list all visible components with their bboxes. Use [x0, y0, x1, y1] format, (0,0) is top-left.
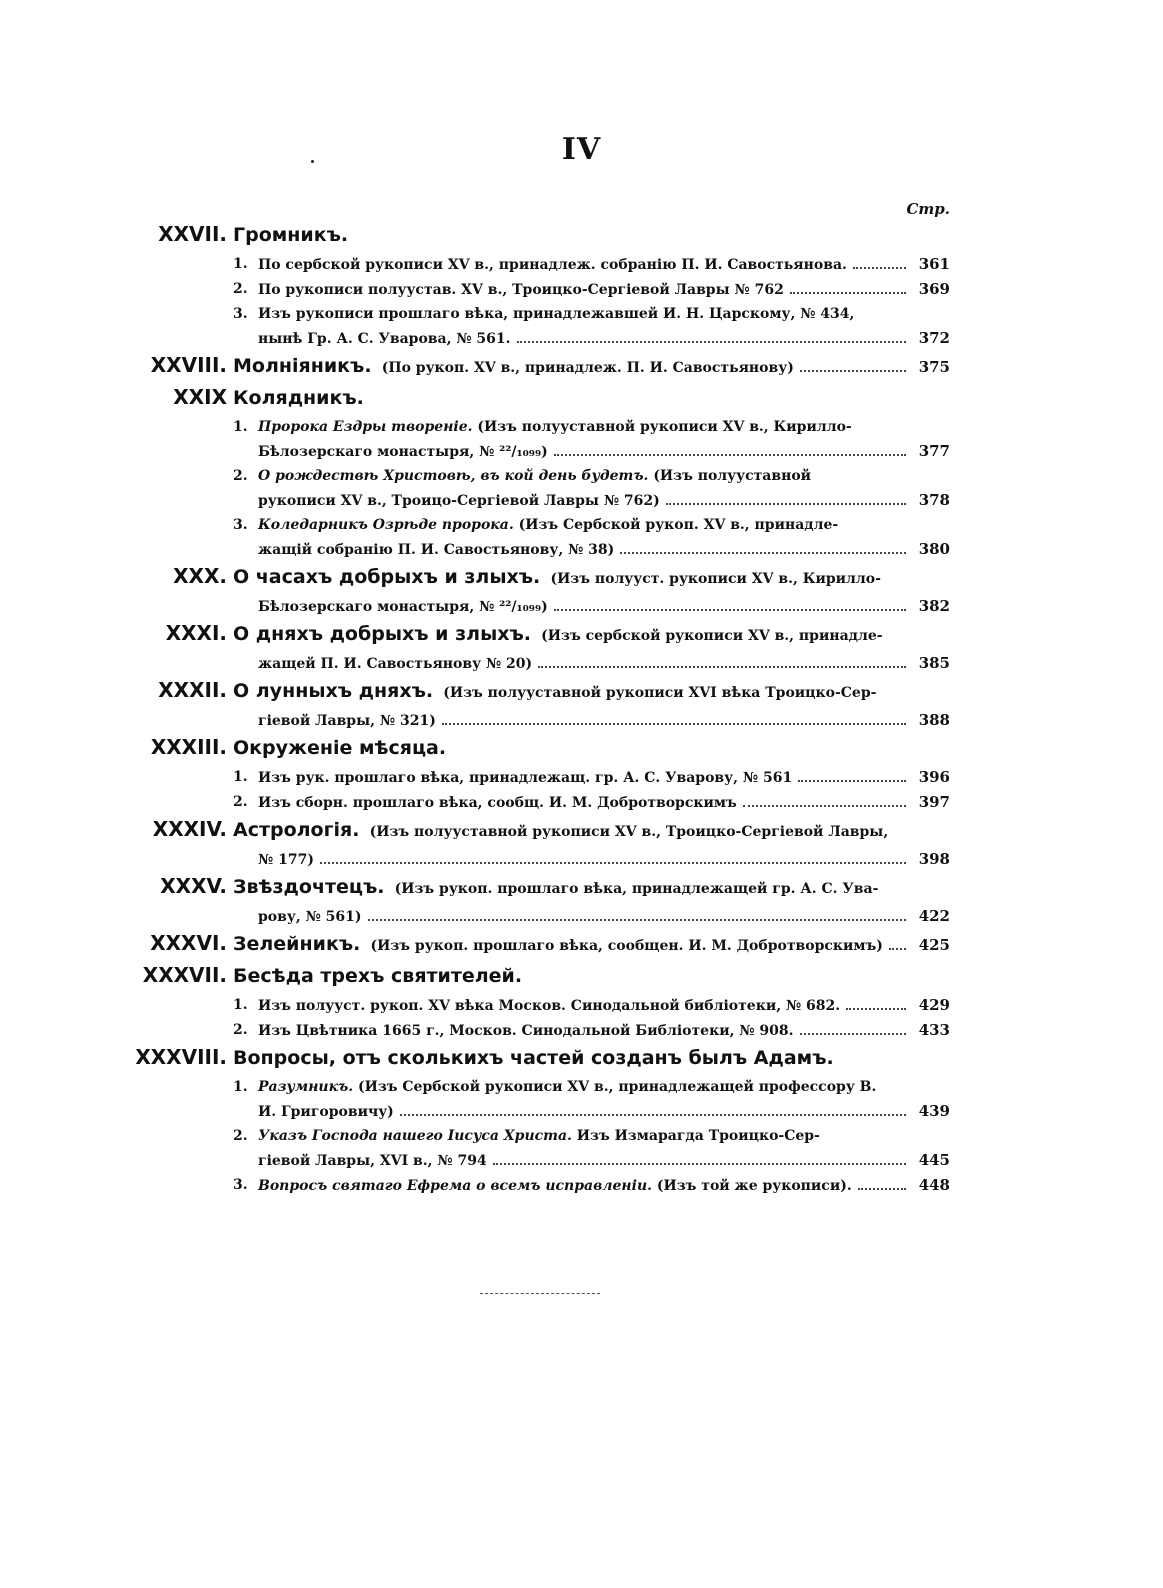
- sub-text: По сербской рукописи XV в., принадлеж. собранію П. И. Савостьянова.: [258, 257, 847, 273]
- end-rule: [480, 1293, 600, 1294]
- sub-text: Изъ Цвѣтника 1665 г., Москов. Синодальной Библіотеки, № 908.: [258, 1023, 794, 1039]
- sub-text: Вопросъ святаго Ефрема о всемъ исправленіи. (Изъ той же рукописи).: [258, 1178, 852, 1194]
- entry-heading: [0, 353, 1163, 383]
- entry-numeral: XXXV.: [160, 874, 227, 898]
- dot-leader: [666, 503, 906, 505]
- sub-line: [258, 765, 950, 790]
- dot-leader: [620, 552, 906, 554]
- sub-line: [258, 1148, 950, 1173]
- sub-entry: [233, 415, 950, 464]
- sub-line: [258, 513, 950, 537]
- sub-body: [258, 464, 950, 513]
- dot-leader: [554, 454, 906, 456]
- sub-text: О рождествѣ Христовѣ, въ кой день будетъ. (Изъ полууставной: [258, 468, 812, 484]
- entry-heading: [0, 735, 1163, 765]
- entry-heading: [0, 874, 1163, 904]
- entry-heading: [0, 817, 1163, 847]
- sub-entry: [233, 790, 950, 815]
- continuation-text: № 177): [258, 852, 314, 868]
- entry-heading: [0, 385, 1163, 415]
- sub-text: По рукописи полуустав. XV в., Троицко-Сергіевой Лавры № 762: [258, 282, 784, 298]
- entry-page: 422: [918, 907, 950, 925]
- sub-page: 361: [918, 255, 950, 273]
- sub-italic-title: Пророка Ездры твореніе.: [258, 419, 473, 435]
- dot-leader: [798, 780, 906, 782]
- sub-entry: [233, 464, 950, 513]
- entry-title: Молніяникъ.: [233, 355, 372, 377]
- sub-italic-title: Вопросъ святаго Ефрема о всемъ исправленіи.: [258, 1178, 653, 1194]
- sub-text: нынѣ Гр. А. С. Уварова, № 561.: [258, 331, 511, 347]
- sub-body: [258, 993, 950, 1018]
- page-number: IV: [561, 132, 602, 167]
- toc-entry: [0, 963, 1163, 1043]
- entry-note: (Изъ рукоп. прошлаго вѣка, принадлежащей гр. А. С. Ува-: [394, 881, 879, 897]
- entry-numeral: XXXI.: [165, 621, 227, 645]
- sub-number: 1.: [233, 256, 248, 272]
- toc-entry: [0, 1045, 1163, 1198]
- entry-title: Колядникъ.: [233, 387, 364, 409]
- sub-page: 439: [918, 1102, 950, 1120]
- entry-note: (Изъ рукоп. прошлаго вѣка, сообщен. И. М. Добротворскимъ): [370, 938, 883, 954]
- sub-number: 3.: [233, 1177, 248, 1193]
- sub-italic-title: Указъ Господа нашего Іисуса Христа.: [258, 1128, 572, 1144]
- sub-entry: [233, 1018, 950, 1043]
- entry-numeral: XXVIII.: [150, 353, 227, 377]
- table-of-contents: [0, 222, 1163, 1200]
- sub-text: Бѣлозерскаго монастыря, № ²²/₁₀₉₉): [258, 444, 548, 460]
- sub-line: [258, 993, 950, 1018]
- dot-leader: [442, 723, 906, 725]
- sub-line: [258, 252, 950, 277]
- entry-title: Астрологія.: [233, 819, 360, 841]
- sub-italic-title: Разумникъ.: [258, 1079, 354, 1095]
- sub-line: [258, 439, 950, 464]
- dot-leader: [858, 1188, 906, 1190]
- sub-line: [258, 537, 950, 562]
- sub-number: 2.: [233, 1022, 248, 1038]
- entry-numeral: XXXVII.: [142, 963, 227, 987]
- toc-entry: [0, 817, 1163, 872]
- entry-continuation: [258, 594, 950, 619]
- entry-numeral: XXXIV.: [152, 817, 227, 841]
- sub-page: 380: [918, 540, 950, 558]
- sub-body: [258, 277, 950, 302]
- entry-heading: [0, 621, 1163, 651]
- sub-text: Указъ Господа нашего Іисуса Христа. Изъ Измарагда Троицко-Сер-: [258, 1128, 820, 1144]
- entry-numeral: XXXVIII.: [135, 1045, 227, 1069]
- entry-numeral: XXVII.: [158, 222, 227, 246]
- sub-body: [258, 1018, 950, 1043]
- toc-entry: [0, 678, 1163, 733]
- sub-text: Пророка Ездры твореніе. (Изъ полууставной рукописи XV в., Кирилло-: [258, 419, 852, 435]
- sub-body: [258, 1124, 950, 1173]
- entry-page: 388: [918, 711, 950, 729]
- entry-title: Звѣздочтецъ.: [233, 876, 385, 898]
- dot-leader: [554, 609, 906, 611]
- sub-page: 445: [918, 1151, 950, 1169]
- entry-heading: [0, 963, 1163, 993]
- sub-line: [258, 464, 950, 488]
- sub-text: Изъ полууст. рукоп. XV вѣка Москов. Синодальной библіотеки, № 682.: [258, 998, 841, 1014]
- dot-leader: [889, 948, 906, 950]
- sub-page: 369: [918, 280, 950, 298]
- continuation-text: Бѣлозерскаго монастыря, № ²²/₁₀₉₉): [258, 599, 548, 615]
- sub-text: Разумникъ. (Изъ Сербской рукописи XV в., принадлежащей профессору В.: [258, 1079, 877, 1095]
- entry-heading: [0, 564, 1163, 594]
- toc-entry: [0, 874, 1163, 929]
- sub-body: [258, 513, 950, 562]
- sub-line: [258, 790, 950, 815]
- entry-page: 425: [918, 936, 950, 954]
- entry-title: Вопросы, отъ сколькихъ частей созданъ былъ Адамъ.: [233, 1047, 834, 1069]
- entry-continuation: [258, 708, 950, 733]
- entry-title: Окруженіе мѣсяца.: [233, 737, 447, 759]
- sub-entry: [233, 1173, 950, 1198]
- sub-number: 2.: [233, 794, 248, 810]
- continuation-text: жащей П. И. Савостьянову № 20): [258, 656, 533, 672]
- continuation-text: рову, № 561): [258, 909, 362, 925]
- sub-line: [258, 326, 950, 351]
- entry-note: (По рукоп. XV в., принадлеж. П. И. Савостьянову): [381, 360, 794, 376]
- sub-page: 448: [918, 1176, 950, 1194]
- dot-leader: [400, 1114, 906, 1116]
- dot-leader: [743, 805, 906, 807]
- sub-body: [258, 1075, 950, 1124]
- entry-title: Громникъ.: [233, 224, 349, 246]
- entry-note: (Изъ полууст. рукописи XV в., Кирилло-: [550, 571, 881, 587]
- sub-line: [258, 1173, 950, 1198]
- sub-page: 377: [918, 442, 950, 460]
- sub-text: рукописи XV в., Троицо-Сергіевой Лавры № 762): [258, 493, 660, 509]
- sub-line: [258, 1018, 950, 1043]
- sub-entry: [233, 765, 950, 790]
- sub-number: 2.: [233, 281, 248, 297]
- toc-entry: [0, 735, 1163, 815]
- column-heading: Стр.: [906, 200, 950, 218]
- entry-heading: [0, 931, 1163, 961]
- toc-entry: [0, 385, 1163, 562]
- dot-leader: [538, 666, 906, 668]
- sub-italic-title: Коледарникъ Озрѣде пророка.: [258, 517, 514, 533]
- entry-title: Зелейникъ.: [233, 933, 361, 955]
- sub-entry: [233, 993, 950, 1018]
- sub-line: [258, 415, 950, 439]
- sub-number: 1.: [233, 1079, 248, 1095]
- sub-entry: [233, 1124, 950, 1173]
- entry-heading: [0, 222, 1163, 252]
- sub-entry: [233, 513, 950, 562]
- sub-body: [258, 302, 950, 351]
- sub-italic-title: О рождествѣ Христовѣ, въ кой день будетъ.: [258, 468, 649, 484]
- sub-number: 1.: [233, 997, 248, 1013]
- sub-page: 433: [918, 1021, 950, 1039]
- entry-heading: [0, 678, 1163, 708]
- sub-number: 1.: [233, 769, 248, 785]
- entry-page: 385: [918, 654, 950, 672]
- entry-title: О часахъ добрыхъ и злыхъ.: [233, 566, 541, 588]
- entry-numeral: XXIX: [173, 385, 227, 409]
- sub-text: Изъ рук. прошлаго вѣка, принадлежащ. гр. А. С. Уварову, № 561: [258, 770, 793, 786]
- entry-title: О дняхъ добрыхъ и злыхъ.: [233, 623, 531, 645]
- entry-note: (Изъ полууставной рукописи XVI вѣка Троицко-Сер-: [443, 685, 877, 701]
- entry-heading: [0, 1045, 1163, 1075]
- sub-page: 429: [918, 996, 950, 1014]
- sub-entry: [233, 277, 950, 302]
- sub-number: 2.: [233, 1128, 248, 1144]
- sub-line: [258, 488, 950, 513]
- sub-page: 378: [918, 491, 950, 509]
- entry-numeral: XXXIII.: [150, 735, 227, 759]
- speck-mark: [311, 160, 314, 163]
- dot-leader: [320, 862, 906, 864]
- sub-entry: [233, 252, 950, 277]
- entry-numeral: XXX.: [173, 564, 227, 588]
- sub-text: жащій собранію П. И. Савостьянову, № 38): [258, 542, 615, 558]
- toc-entry: [0, 931, 1163, 961]
- entry-note: (Изъ сербской рукописи XV в., принадле-: [541, 628, 883, 644]
- entry-page: 375: [918, 358, 950, 376]
- dot-leader: [493, 1163, 906, 1165]
- sub-text: Коледарникъ Озрѣде пророка. (Изъ Сербской рукоп. XV в., принадле-: [258, 517, 839, 533]
- sub-number: 3.: [233, 306, 248, 322]
- continuation-text: гіевой Лавры, № 321): [258, 713, 436, 729]
- sub-page: 372: [918, 329, 950, 347]
- sub-line: [258, 1124, 950, 1148]
- sub-body: [258, 415, 950, 464]
- entry-continuation: [258, 904, 950, 929]
- toc-entry: [0, 621, 1163, 676]
- sub-body: [258, 252, 950, 277]
- dot-leader: [517, 341, 906, 343]
- dot-leader: [846, 1008, 906, 1010]
- dot-leader: [368, 919, 906, 921]
- sub-number: 3.: [233, 517, 248, 533]
- sub-line: [258, 277, 950, 302]
- sub-text: И. Григоровичу): [258, 1104, 394, 1120]
- entry-note: (Изъ полууставной рукописи XV в., Троицко-Сергіевой Лавры,: [369, 824, 889, 840]
- sub-body: [258, 765, 950, 790]
- sub-text: Изъ рукописи прошлаго вѣка, принадлежавшей И. Н. Царскому, № 434,: [258, 306, 855, 322]
- dot-leader: [800, 370, 906, 372]
- toc-entry: [0, 222, 1163, 351]
- sub-entry: [233, 302, 950, 351]
- dot-leader: [790, 292, 906, 294]
- sub-number: 2.: [233, 468, 248, 484]
- entry-numeral: XXXII.: [158, 678, 227, 702]
- sub-page: 396: [918, 768, 950, 786]
- sub-number: 1.: [233, 419, 248, 435]
- entry-page: 382: [918, 597, 950, 615]
- sub-line: [258, 1099, 950, 1124]
- toc-entry: [0, 564, 1163, 619]
- sub-line: [258, 302, 950, 326]
- sub-body: [258, 790, 950, 815]
- sub-text: Изъ сборн. прошлаго вѣка, сообщ. И. М. Добротворскимъ: [258, 795, 737, 811]
- entry-title: О лунныхъ дняхъ.: [233, 680, 434, 702]
- entry-continuation: [258, 847, 950, 872]
- sub-body: [258, 1173, 950, 1198]
- sub-line: [258, 1075, 950, 1099]
- dot-leader: [800, 1033, 906, 1035]
- entry-numeral: XXXVI.: [150, 931, 227, 955]
- sub-entry: [233, 1075, 950, 1124]
- toc-entry: [0, 353, 1163, 383]
- entry-page: 398: [918, 850, 950, 868]
- entry-title: Бесѣда трехъ святителей.: [233, 965, 523, 987]
- dot-leader: [853, 267, 906, 269]
- entry-continuation: [258, 651, 950, 676]
- sub-page: 397: [918, 793, 950, 811]
- sub-text: гіевой Лавры, XVI в., № 794: [258, 1153, 487, 1169]
